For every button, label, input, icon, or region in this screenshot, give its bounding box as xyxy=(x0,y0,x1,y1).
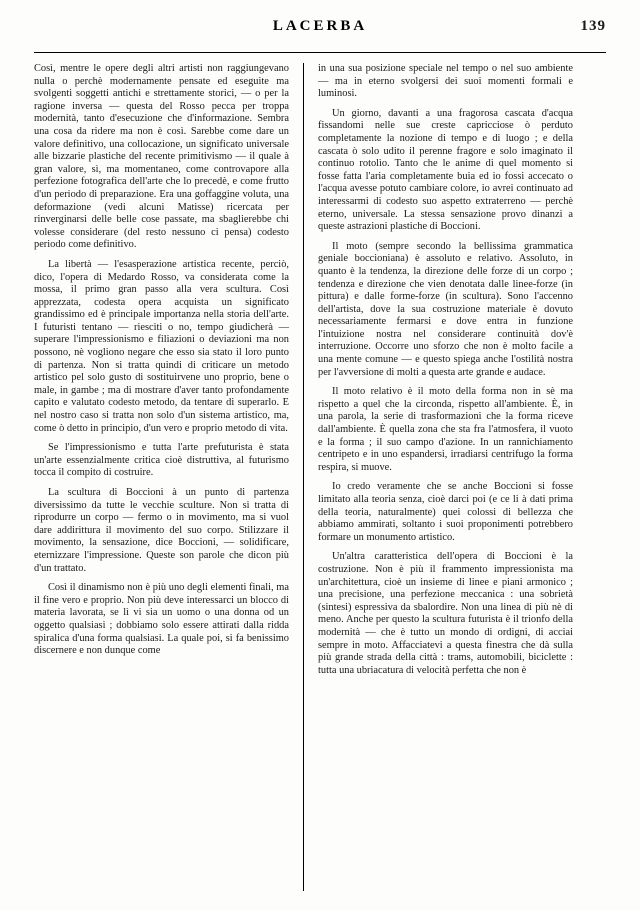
paragraph: Se l'impressionismo e tutta l'arte prefuturista è stata un'arte essenzialmente critica cioè distruttiva, al futurismo tocca il compito di costruire. xyxy=(34,442,289,479)
paragraph: La libertà — l'esasperazione artistica recente, perciò, dico, l'opera di Medardo Rosso, va considerata come la mossa, il primo gran passo alla vera scultura. Così apprezzata, codesta opera acquista un significato grandissimo ed è principale importanza nella storia dell'arte. I futuristi tentano — riesciti o no, tempo giudicherà — superare l'impressionismo e filiazioni o deviazioni ma non possono, nè vogliono negare che esso sia stato il loro punto di partenza. Non si tratta quindi di criticare un metodo artistico pel solo gusto di sostituirvene uno proprio, bene o male, in gambe ; ma di mostrare d'aver tanto profondamente capito e valutato codesto metodo, da tentare di superarlo. E nel nostro caso si tratta non solo d'un sistema artistico, ma, come ò detto in principio, d'un vero e proprio metodo di vita. xyxy=(34,258,289,434)
header-rule xyxy=(34,52,606,53)
column-left xyxy=(34,63,303,891)
paragraph: Un giorno, davanti a una fragorosa cascata d'acqua fissandomi nelle sue creste capricciose ò perduto completamente la nozione di tempo e di luogo ; e della cascata ò solo udito il perenne fragore e solo imaginato il continuo rotolìo. Tanto che le anime di quel momento si fosse fatta l'aria completamente buia ed io fossi accecato o l'acqua avesse potuto cambiare colore, io avrei continuato ad interessarmi di codesto suo aspetto extraterreno — perchè eterno, universale. La stessa sensazione provo dinanzi a queste astrazioni plastiche di Boccioni. xyxy=(318,107,573,233)
article-body xyxy=(34,63,606,891)
column-right xyxy=(304,63,573,891)
paragraph: Così, mentre le opere degli altri artisti non raggiungevano nulla o perchè modernamente pensate ed eseguite ma svolgenti soggetti antichi e strettamente storici, — o per la ragione inversa — questa del Rosso pecca per troppa modernità, tanto d'esecuzione che d'informazione. Sembra una cosa da ridere ma non è così. Sarebbe come dare un valore definitivo, una collocazione, un significato universale alle bizzarie plastiche del recente primitivismo — il quale à gran valore, sì, ma momentaneo, come controvapore alla perfezione fotografica dell'arte che lo precedè, e come frutto d'un periodo di preparazione. Era una goffaggine voluta, una deformazione (vedi alcuni Matisse) ricercata per rinverginarsi delle belle cose passate, ma sbaglierebbe chi volesse considerare (del resto nessuno ci pensa) codesto periodo come definitivo. xyxy=(34,63,289,251)
paragraph: in una sua posizione speciale nel tempo o nel suo ambiente — ma in eterno svolgersi dei suoi momenti formali e luminosi. xyxy=(318,63,573,100)
masthead xyxy=(34,18,606,46)
paragraph: Un'altra caratteristica dell'opera di Boccioni è la costruzione. Non è più il frammento impressionista ma un'architettura, cioè un insieme di linee e piani armonico ; una precisione, una perfezione meccanica : una sobrietà (sintesi) espressiva da sbalordire. Non una linea di più nè di meno. Anche per questo la scultura futurista è il trionfo della modernità — che è tutto un mondo di ordigni, di acciai sempre in moto. Affacciatevi a questa finestra che dà sulla più grande strada della città : trams, automobili, biciclette : tutta una ubriacatura di velocità perfetta che non è xyxy=(318,551,573,676)
publication-title: LACERBA xyxy=(272,18,368,34)
paragraph: Il moto relativo è il moto della forma non in sè ma rispetto a quel che la circonda, rispetto all'ambiente. È, in una parola, la serie di trasformazioni che la forma riceve dall'ambiente. È quella zona che sta fra l'atmosfera, il vuoto e la forma ; il suo campo d'azione. In un rannichiamento centripeto e in uno espandersi, irradiarsi centrifugo la forma respira, si muove. xyxy=(318,386,573,473)
paragraph: Così il dinamismo non è più uno degli elementi finali, ma il fine vero e proprio. Non più deve interessarci un blocco di materia lavorata, se lì vi sia un uomo o una donna od un oggetto qualsiasi ; dobbiamo solo essere attirati dalla ridda spiralica d'una forma qualsiasi. La quale poi, si fa benissimo discernere e non dunque come xyxy=(34,582,289,657)
paragraph: Io credo veramente che se anche Boccioni si fosse limitato alla teoria senza, cioè darci poi (e ce li à dati prima della teoria, naturalmente) quei colossi di bellezza che abbiamo ammirati, soltanto i suoi proponimenti potrebbero formare un monumento artistico. xyxy=(318,481,573,543)
paragraph: Il moto (sempre secondo la bellissima grammatica geniale boccioniana) è assoluto e relativo. Assoluto, in quanto è la tendenza, la direzione delle forze di un corpo ; tendenza e direzione che vien denotata dalle linee-forze (in pittura) e dalle forme-forze (in scultura). Sono l'accenno dell'artista, dove la sua costruzione materiale è dovuto necessariamente fermarsi e dove entra in funzione l'intuizione nostra nel considerare continuità dov'è interruzione. Occorre uno sforzo che non è molto facile a una mente comune — e questo spiega anche l'ostilità nostra per l'avversione di molti a questa arte grande e audace. xyxy=(318,240,573,378)
page-number: 139 xyxy=(580,18,606,34)
paragraph: La scultura di Boccioni à un punto di partenza diversissimo da tutte le vecchie sculture. Non si tratta di riprodurre un corpo — fermo o in movimento, ma si vuol dare addirittura il movimento del suo corpo. Stilizzare il movimento, la sensazione, dice Boccioni, — solidificare, eternizzare l'impressione. Queste son parole che dicon più d'un trattato. xyxy=(34,487,289,574)
